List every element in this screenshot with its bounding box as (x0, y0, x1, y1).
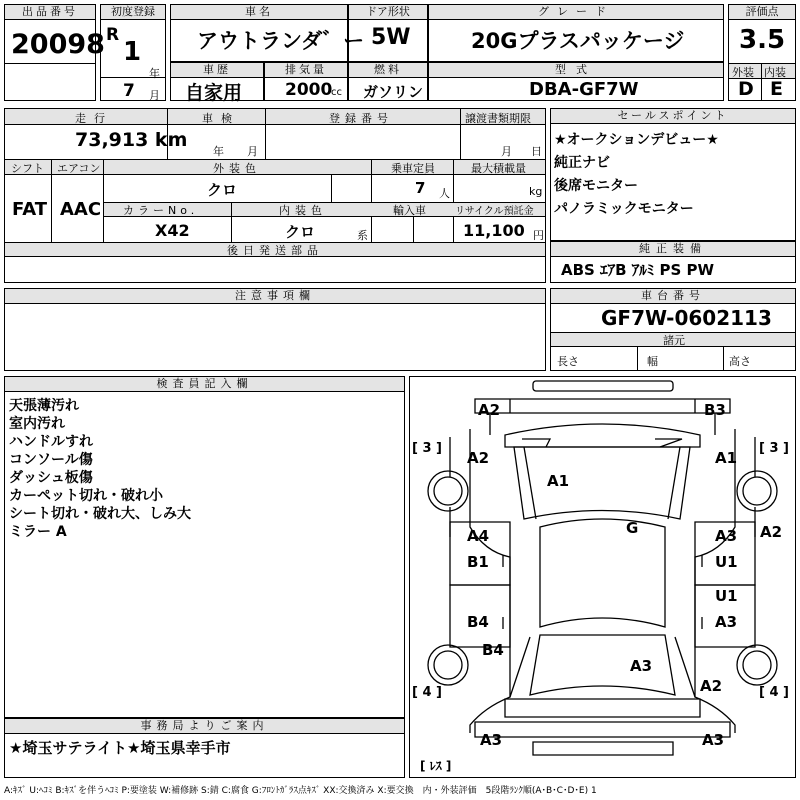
score: 3.5 (739, 25, 786, 55)
car-name-box (170, 4, 365, 62)
car-diagram (409, 376, 796, 778)
exterior-grade: D (738, 78, 754, 100)
transfer-label: 譲渡書類期限 (465, 112, 531, 125)
model-label: 型式 (429, 63, 723, 78)
exterior-color: クロ (207, 181, 238, 199)
colorno-label: カラーNo. (123, 204, 199, 217)
damage-mark: A1 (715, 449, 738, 467)
legend: A:ｷｽﾞ U:ﾍｺﾐ B:ｷｽﾞを伴うﾍｺﾐ P:要塗装 W:補修跡 S:錆 C:腐食 G:ﾌﾛﾝﾄｶﾞﾗｽ点ｷｽﾞ XX:交換済み X:要交換 内・外装評価 5段階ﾗﾝｸ順(A･B･C･D･E) 1 (4, 786, 597, 796)
chassis-box (550, 288, 796, 371)
damage-mark: G (626, 519, 639, 537)
color-label: 外装色 (213, 162, 261, 175)
maxload-label: 最大積載量 (471, 162, 526, 175)
history-label: 車歴 (171, 63, 263, 78)
inspector-item: ダッシュ板傷 (9, 470, 93, 486)
tire-tag: [ 4 ] (412, 685, 442, 700)
damage-mark: B4 (482, 641, 504, 659)
reg-year: 1 (123, 37, 142, 67)
inspection-label: 車検 (202, 112, 240, 125)
recycle-label: リサイクル預託金 (455, 206, 534, 217)
inspector-box (4, 376, 405, 718)
damage-mark: B4 (467, 613, 489, 631)
chassis-label: 車台番号 (551, 289, 795, 304)
history-box (170, 62, 264, 104)
score-label: 評価点 (729, 5, 795, 20)
office-info: ★埼玉サテライト★埼玉県幸手市 (9, 739, 231, 757)
sales-item: 後席モニター (554, 178, 638, 194)
color-number: X42 (155, 221, 190, 240)
damage-mark: A3 (630, 657, 653, 675)
mileage: 73,913 km (75, 129, 188, 151)
damage-mark: A3 (715, 613, 738, 631)
mileage-label: 走行 (75, 112, 113, 125)
sales-label: セールスポイント (551, 109, 795, 124)
damage-mark: A3 (480, 731, 503, 749)
notes-label: 注意事項欄 (5, 289, 545, 304)
length-label: 長さ (557, 355, 579, 368)
damage-mark: B1 (467, 553, 489, 571)
damage-mark: U1 (715, 587, 738, 605)
displacement-box (264, 62, 348, 101)
recycle-unit: 円 (533, 229, 544, 242)
reg-month: 7 (123, 81, 135, 101)
damage-mark: A2 (700, 677, 723, 695)
car-name: アウトランダ゛ー (197, 29, 365, 53)
damage-mark: A3 (715, 527, 738, 545)
first-reg-label: 初度登録 (101, 5, 165, 20)
grade: 20Gプラスパッケージ (471, 29, 685, 53)
era: R (106, 25, 120, 45)
capacity: 7 (415, 179, 426, 197)
sales-item: パノラミックモニター (554, 201, 694, 217)
damage-mark: A2 (478, 401, 501, 419)
model: DBA-GF7W (529, 79, 639, 100)
chassis-number: GF7W-0602113 (601, 306, 772, 330)
shift: FAT (12, 199, 48, 220)
equipment-box (550, 241, 796, 283)
interior-grade: E (770, 78, 783, 100)
car-name-label: 車名 (171, 5, 347, 20)
intcolor-unit: 系 (357, 229, 368, 242)
lot-number: 20098 (11, 29, 105, 60)
intcolor-label: 内装色 (279, 204, 327, 217)
height-label: 高さ (729, 355, 751, 368)
insp-month-unit: 月 (247, 145, 258, 158)
damage-mark: B3 (704, 401, 726, 419)
tire-tag: [ 4 ] (759, 685, 789, 700)
inspector-item: ミラー A (9, 524, 67, 540)
inspector-item: シート切れ・破れ大、しみ大 (9, 506, 191, 522)
transfer-day-unit: 日 (531, 145, 542, 158)
first-reg-box (100, 4, 166, 101)
car-outline (410, 377, 795, 777)
lot-label: 出品番号 (5, 5, 95, 20)
sales-item: ★オークションデビュー★ (554, 132, 719, 148)
grade-box (428, 4, 724, 62)
door-type: 5W (371, 25, 411, 50)
inspector-item: 天張薄汚れ (9, 398, 79, 414)
tire-tag: [ 3 ] (412, 441, 442, 456)
inspector-item: コンソール傷 (9, 452, 93, 468)
fuel: ガソリン (363, 83, 424, 101)
door-label: ドア形状 (349, 5, 427, 20)
width-label: 幅 (647, 355, 658, 368)
sales-box (550, 108, 796, 241)
ac-label: エアコン (57, 162, 101, 175)
equipment: ABS ｴｱB ｱﾙﾐ PS PW (561, 261, 715, 279)
damage-mark: A2 (467, 449, 490, 467)
interior-label: 内装 (764, 66, 786, 79)
score-box (728, 4, 796, 101)
specs-box (4, 108, 546, 283)
tire-tag: [ 3 ] (759, 441, 789, 456)
displacement: 2000 (285, 80, 333, 100)
capacity-unit: 人 (439, 187, 450, 200)
later-parts-label: 後日発送部品 (227, 244, 323, 257)
damage-mark: A1 (547, 472, 570, 490)
office-box (4, 718, 405, 778)
shift-label: シフト (11, 162, 44, 175)
inspector-item: ハンドルすれ (9, 434, 93, 450)
damage-mark: U1 (715, 553, 738, 571)
office-label: 事務局よりご案内 (5, 719, 404, 734)
spare-tag: [ ﾚｽ ] (420, 759, 452, 773)
grade-label: グレード (429, 5, 723, 20)
dims-label: 諸元 (663, 334, 685, 347)
month-unit: 月 (149, 89, 160, 102)
fuel-label: 燃料 (349, 63, 427, 78)
interior-color: クロ (285, 223, 316, 241)
displacement-label: 排気量 (265, 63, 347, 78)
lot-box (4, 4, 105, 101)
transfer-month-unit: 月 (501, 145, 512, 158)
inspector-item: カーペット切れ・破れ小 (9, 488, 163, 504)
equipment-label: 純正装備 (551, 242, 795, 257)
ac: AAC (60, 199, 102, 220)
year-unit: 年 (149, 67, 160, 80)
damage-mark: A4 (467, 527, 490, 545)
regno-label: 登録番号 (329, 112, 393, 125)
damage-mark: A3 (702, 731, 725, 749)
inspector-label: 検査員記入欄 (5, 377, 404, 392)
exterior-label: 外装 (732, 66, 754, 79)
recycle-fee: 11,100 (463, 221, 525, 240)
history: 自家用 (185, 82, 243, 104)
inspector-item: 室内汚れ (9, 416, 65, 432)
sales-item: 純正ナビ (554, 155, 610, 171)
damage-mark: A2 (760, 523, 783, 541)
capacity-label: 乗車定員 (391, 162, 435, 175)
import-label: 輸入車 (393, 204, 426, 217)
notes-box (4, 288, 546, 371)
model-box (428, 62, 724, 101)
insp-year-unit: 年 (213, 145, 224, 158)
maxload-unit: kg (529, 185, 543, 198)
fuel-box (348, 62, 428, 101)
displacement-unit: cc (331, 87, 342, 98)
door-box (348, 4, 428, 62)
